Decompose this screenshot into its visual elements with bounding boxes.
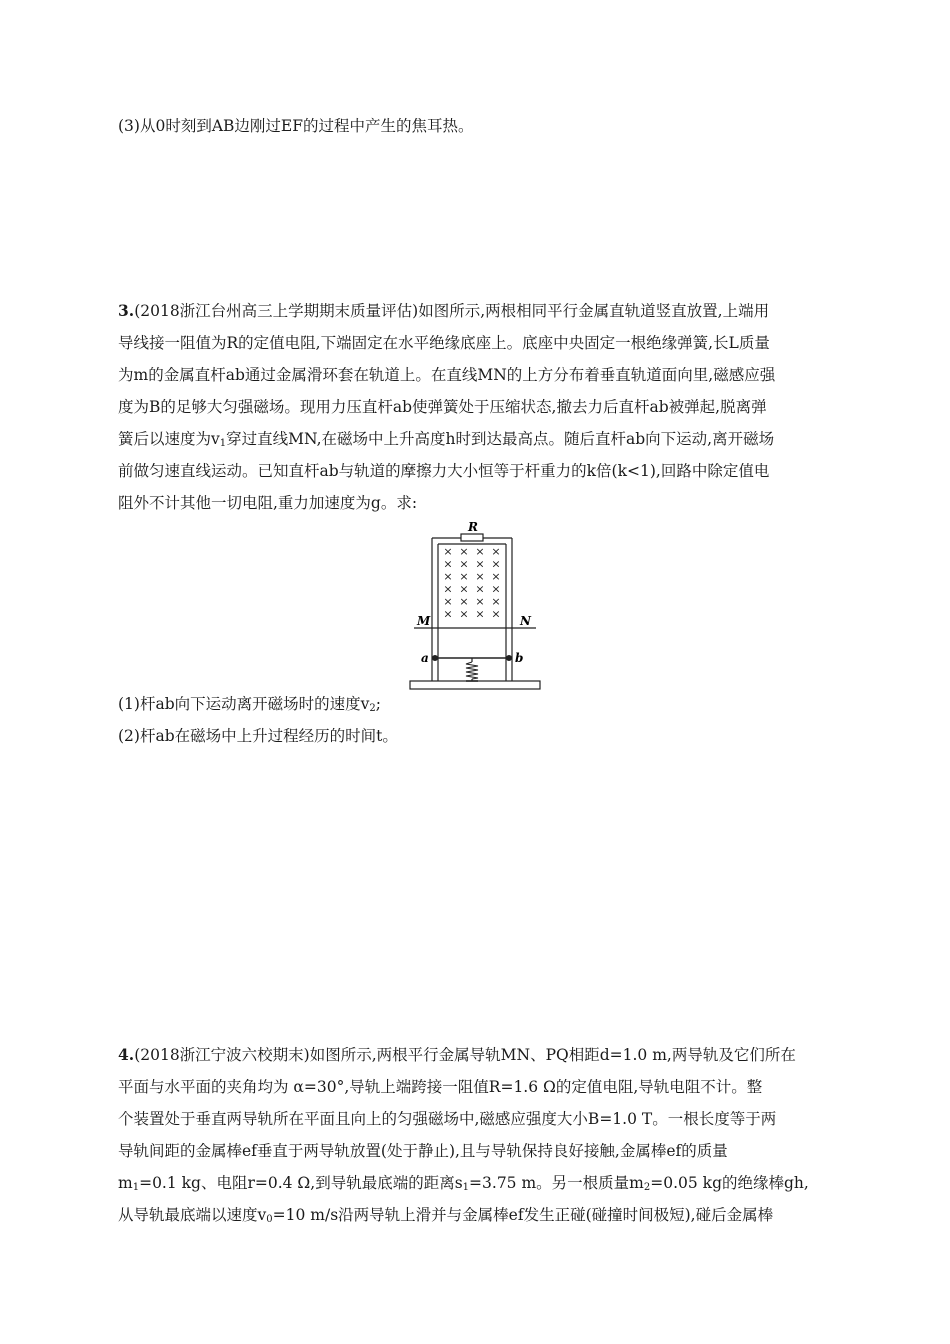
problem3-text-1: (2018浙江台州高三上学期期末质量评估)如图所示,两根相同平行金属直轨道竖直放置,上端用 xyxy=(134,302,770,320)
problem3-line5-b: 穿过直线MN,在磁场中上升高度h时到达最高点。随后直杆ab向下运动,离开磁场 xyxy=(226,430,775,448)
problem4-line6 xyxy=(118,1205,773,1230)
problem4-line4: 导轨间距的金属棒ef垂直于两导轨放置(处于静止),且与导轨保持良好接触,金属棒ef的质量 xyxy=(118,1142,728,1160)
problem3-line5 xyxy=(118,429,774,454)
problem3-line3: 为m的金属直杆ab通过金属滑环套在轨道上。在直线MN的上方分布着垂直轨道面向里,磁感应强 xyxy=(118,366,776,384)
field-cross: × xyxy=(459,582,469,596)
rail-magnetic-field-figure xyxy=(400,518,550,693)
problem3-question2: (2)杆ab在磁场中上升过程经历的时间t。 xyxy=(118,727,398,745)
ring-b xyxy=(506,655,512,661)
problem3-line2: 导线接一阻值为R的定值电阻,下端固定在水平绝缘底座上。底座中央固定一根绝缘弹簧,长L质量 xyxy=(118,334,770,352)
field-cross: × xyxy=(491,545,501,558)
field-cross: × xyxy=(443,545,453,558)
problem4-line5-b: =3.75 m。另一根质量m xyxy=(469,1174,644,1192)
problem4-line3: 个装置处于垂直两导轨所在平面且向上的匀强磁场中,磁感应强度大小B=1.0 T。一根长度等于两 xyxy=(118,1110,777,1128)
spring xyxy=(466,658,478,681)
field-cross: × xyxy=(443,607,453,621)
ring-a xyxy=(432,655,438,661)
field-cross: × xyxy=(491,607,501,621)
label-a: a xyxy=(421,651,429,665)
problem4-line1 xyxy=(118,1045,796,1065)
problem3-number: 3. xyxy=(118,301,135,320)
field-cross: × xyxy=(459,595,469,608)
label-N: N xyxy=(520,614,531,628)
problem4-text-1: (2018浙江宁波六校期末)如图所示,两根平行金属导轨MN、PQ相距d=1.0 m,两导轨及它们所在 xyxy=(134,1046,796,1064)
problem3-line7: 阻外不计其他一切电阻,重力加速度为g。求: xyxy=(118,494,418,512)
problem3-question1 xyxy=(118,694,381,719)
field-cross: × xyxy=(443,570,453,583)
field-cross: × xyxy=(443,595,453,608)
label-R: R xyxy=(468,520,478,534)
problem3-q1-b: ; xyxy=(375,695,381,713)
field-cross: × xyxy=(459,545,469,558)
s1-subscript: 1 xyxy=(462,1182,470,1193)
prev-question-3: (3)从0时刻到AB边刚过EF的过程中产生的焦耳热。 xyxy=(118,117,474,135)
problem4-line5 xyxy=(118,1173,809,1198)
problem4-line2: 平面与水平面的夹角均为 α=30°,导轨上端跨接一阻值R=1.6 Ω的定值电阻,导轨电阻不计。整 xyxy=(118,1078,763,1096)
problem4-line6-b: =10 m/s沿两导轨上滑并与金属棒ef发生正碰(碰撞时间极短),碰后金属棒 xyxy=(272,1206,774,1224)
field-cross: × xyxy=(475,582,485,596)
field-cross: × xyxy=(459,557,469,571)
v1-subscript: 1 xyxy=(219,438,227,449)
field-cross: × xyxy=(491,595,501,608)
resistor-R xyxy=(461,534,483,541)
field-cross: × xyxy=(443,557,453,571)
m1-subscript: 1 xyxy=(132,1182,140,1193)
problem3-line5-a: 簧后以速度为v xyxy=(118,430,220,448)
problem3-q1-a: (1)杆ab向下运动离开磁场时的速度v xyxy=(118,695,370,713)
problem4-line5-c: =0.05 kg的绝缘棒gh, xyxy=(650,1174,809,1192)
field-cross: × xyxy=(459,607,469,621)
field-cross: × xyxy=(443,582,453,596)
field-cross: × xyxy=(459,570,469,583)
v2-subscript: 2 xyxy=(369,703,376,714)
m2-subscript: 2 xyxy=(643,1182,651,1193)
problem3-line1 xyxy=(118,301,769,321)
field-cross: × xyxy=(475,570,485,583)
m1-symbol: m xyxy=(118,1174,133,1192)
field-cross: × xyxy=(475,557,485,571)
problem3-line6: 前做匀速直线运动。已知直杆ab与轨道的摩擦力大小恒等于杆重力的k倍(k<1),回路中除定值电 xyxy=(118,462,770,480)
problem3-line4: 度为B的足够大匀强磁场。现用力压直杆ab使弹簧处于压缩状态,撤去力后直杆ab被弹起,脱离弹 xyxy=(118,398,767,416)
field-cross: × xyxy=(475,607,485,621)
field-cross: × xyxy=(491,557,501,571)
field-cross: × xyxy=(491,570,501,583)
field-cross: × xyxy=(491,582,501,596)
v0-subscript: 0 xyxy=(266,1214,273,1225)
problem4-line5-a: =0.1 kg、电阻r=0.4 Ω,到导轨最底端的距离s xyxy=(139,1174,463,1192)
field-cross: × xyxy=(475,595,485,608)
label-M: M xyxy=(417,614,431,628)
problem4-number: 4. xyxy=(118,1045,135,1064)
problem4-line6-a: 从导轨最底端以速度v xyxy=(118,1206,267,1224)
magnetic-field-crosses xyxy=(443,545,500,621)
insulating-base xyxy=(410,681,540,689)
field-cross: × xyxy=(475,545,485,558)
label-b: b xyxy=(515,651,524,665)
